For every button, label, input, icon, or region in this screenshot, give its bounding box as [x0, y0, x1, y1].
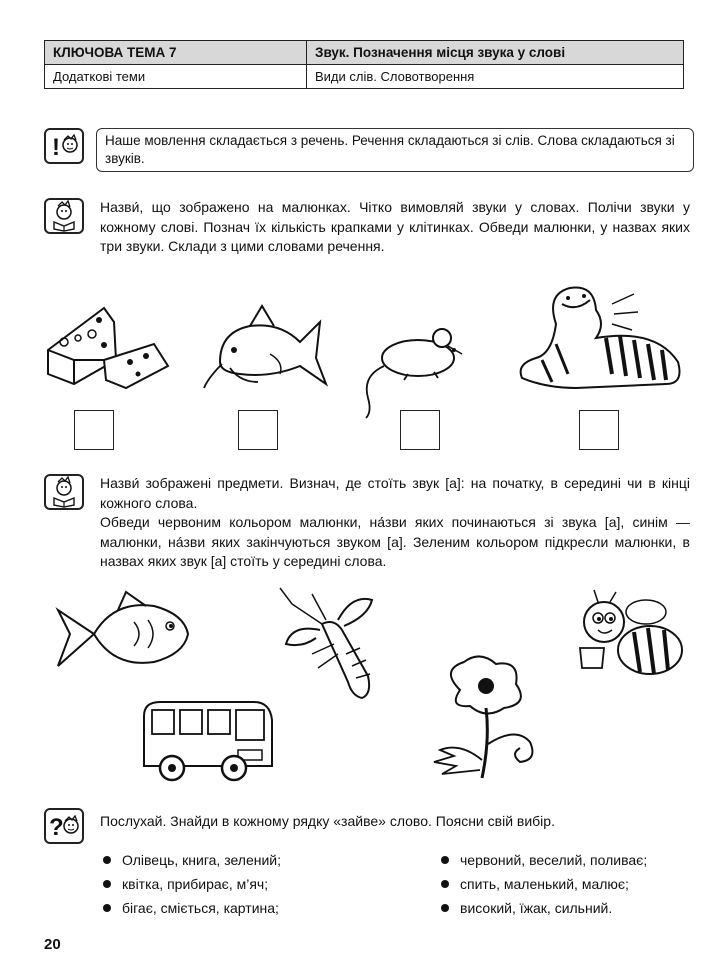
sound-count-cell-3[interactable] — [400, 410, 440, 450]
reading-boy-icon — [44, 198, 84, 234]
sound-count-cell-2[interactable] — [238, 410, 278, 450]
list-item: квітка, прибирає, м’яч; — [100, 872, 281, 896]
question-icon — [44, 808, 84, 844]
task3-instructions: Послухай. Знайди в кожному рядку «зайве» слово. Поясни свій вибір. — [100, 813, 555, 829]
rule-note: Наше мовлення складається з речень. Речення складаються зі слів. Слова складаються зі звуків. — [96, 128, 694, 172]
task1-text: Назви́, що зображено на малюнках. Чітко вимовляй звуки у словах. Полічи звуки у кожному слові. Познач їх кількість крапками у клітинках. Обведи малюнки, у назвах яких три звуки. Склади з цими словами речення. — [100, 199, 690, 254]
key-topic-label: КЛЮЧОВА ТЕМА 7 — [45, 41, 307, 65]
svg-text:!: ! — [52, 134, 60, 161]
svg-text:?: ? — [49, 814, 64, 841]
task2-text-2: Обведи червоним кольором малюнки, на́зви яких починаються зі звука [а], синім — малюнки, на́зви яких закінчуються звуком [а]. Зеленим кольором підкресли малюнки, в назвах яких звук [а] стоїть у середині слова. — [100, 514, 690, 569]
attention-icon — [44, 128, 84, 164]
fish-picture — [54, 590, 192, 676]
list-item: високий, їжак, сильний. — [438, 896, 647, 920]
list-item: Олівець, книга, зелений; — [100, 848, 281, 872]
reading-boy-icon — [44, 474, 84, 510]
task1-instructions — [100, 198, 690, 257]
list-item: бігає, сміється, картина; — [100, 896, 281, 920]
extra-topics-label: Додаткові теми — [45, 65, 307, 89]
mouse-picture — [358, 320, 470, 420]
page-number: 20 — [44, 936, 61, 953]
topic-header-table — [44, 40, 684, 89]
word-rows-right — [438, 848, 647, 920]
crayfish-picture — [272, 584, 392, 704]
sound-count-cell-4[interactable] — [579, 410, 619, 450]
task2-instructions — [100, 474, 690, 572]
word-rows-left — [100, 848, 281, 920]
list-item: червоний, веселий, поливає; — [438, 848, 647, 872]
key-topic-title: Звук. Позначення місця звука у слові — [307, 41, 684, 65]
extra-topics-title: Види слів. Словотворення — [307, 65, 684, 89]
catfish-picture — [200, 302, 330, 394]
task2-text-1: Назви́ зображені предмети. Визнач, де стоїть звук [а]: на початку, в середині чи в кінці кожного слова. — [100, 475, 690, 511]
list-item: спить, маленький, малює; — [438, 872, 647, 896]
poppy-picture — [420, 650, 554, 780]
tiger-picture — [516, 284, 686, 396]
sound-count-cell-1[interactable] — [74, 410, 114, 450]
cheese-picture — [44, 300, 172, 396]
bee-picture — [574, 588, 688, 684]
bus-picture — [138, 696, 276, 784]
